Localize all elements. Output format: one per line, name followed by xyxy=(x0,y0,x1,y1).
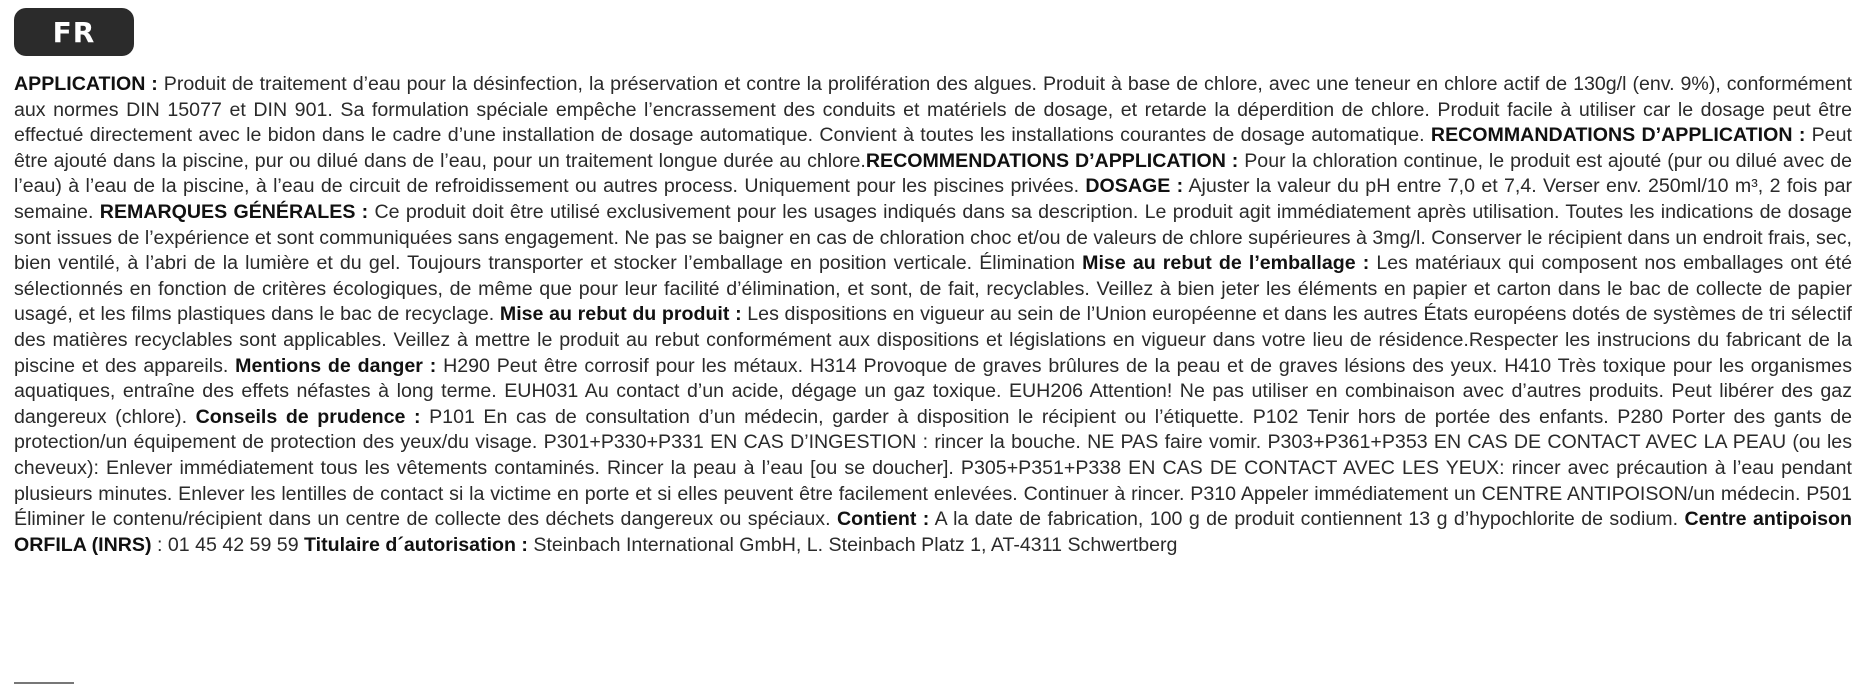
dosage-text: Ajuster la valeur du pH entre 7,0 et 7,4. Verser env. 250ml/10 m³, 2 fois par semaine. xyxy=(14,175,1852,223)
cropped-next-section xyxy=(14,678,104,685)
precautionary-statements-label: Conseils de prudence : xyxy=(195,405,421,428)
recommendations-label: RECOMMANDATIONS D’APPLICATION : xyxy=(1430,124,1806,147)
dosage-label: DOSAGE : xyxy=(1085,175,1184,198)
product-disposal-text: Les dispositions en vigueur au sein de l’Union européenne et dans les autres États européens dotés de systèmes de tri sélectif des matières recyclables sont applicables. Veillez à mettre le produit au rebut conformément aux dispositions et législations en vigueur dans votre lieu de résidence.Respecter les instrucions du fabricant de la piscine et des appareils. xyxy=(14,303,1852,377)
packaging-disposal-label: Mise au rebut de l’emballage : xyxy=(1082,252,1370,275)
hazard-statements-text: H290 Peut être corrosif pour les métaux. H314 Provoque de graves brûlures de la peau et de graves lésions des yeux. H410 Très toxique pour les organismes aquatiques, entraîne des effets néfastes à long terme. EUH031 Au contact d’un acide, dégage un gaz toxique. EUH206 Attention! Ne pas utiliser en combinaison avec d’autres produits. Peut libérer des gaz dangereux (chlore). xyxy=(14,354,1852,428)
language-badge: FR xyxy=(14,8,134,56)
general-remarks-text: Ce produit doit être utilisé exclusivement pour les usages indiqués dans sa description. Le produit agit immédiatement après utilisation. Toutes les indications de dosage sont issues de l’expérience et sont communiquées sans engagement. Ne pas se baigner en cas de chloration choc et/ou de valeurs de chlore supérieures à 3mg/l. Conserver le récipient dans un endroit frais, sec, bien ventilé, à l’abri de la lumière et du gel. Toujours transporter et stocker l’emballage en position verticale. Élimination xyxy=(14,200,1852,275)
authorization-holder-label: Titulaire d´autorisation : xyxy=(304,533,528,556)
general-remarks-label: REMARQUES GÉNÉRALES : xyxy=(99,200,369,223)
application-label: APPLICATION : xyxy=(14,73,158,95)
precautionary-statements-text: P101 En cas de consultation d’un médecin, garder à disposition le récipient ou l’étiquette. P102 Tenir hors de portée des enfants. P280 Porter des gants de protection/un équipement de protection des yeux/du visage. P301+P330+P331 EN CAS D’INGESTION : rincer la bouche. NE PAS faire vomir. P303+P361+P353 EN CAS DE CONTACT AVEC LA PEAU (ou les cheveux): Enlever immédiatement tous les vêtements contaminés. Rincer la peau à l’eau [ou se doucher]. P305+P351+P338 EN CAS DE CONTACT AVEC LES YEUX: rincer avec précaution à l’eau pendant plusieurs minutes. Enlever les lentilles de contact si la victime en porte et si elles peuvent être facilement enlevées. Continuer à rincer. P310 Appeler immédiatement un CENTRE ANTIPOISON/un médecin. P501 Éliminer le contenu/récipient dans un centre de collecte des déchets dangereux ou spéciaux. xyxy=(14,405,1852,531)
packaging-disposal-text: Les matériaux qui composent nos emballages ont été sélectionnés en fonction de critères écologiques, de même que pour leur facilité d’élimination, et sont, de fait, recyclables. Veillez à bien jeter les éléments en papier et carton dans le bac de collecte de papier usagé, et les films plastiques dans le bac de recyclage. xyxy=(14,252,1853,326)
authorization-holder-text: Steinbach International GmbH, L. Steinbach Platz 1, AT-4311 Schwertberg xyxy=(527,533,1178,556)
contains-text: A la date de fabrication, 100 g de produit contiennent 13 g d’hypochlorite de sodium. xyxy=(929,508,1685,531)
poison-center-phone: : 01 45 42 59 59 xyxy=(151,533,305,556)
product-disposal-label: Mise au rebut du produit : xyxy=(499,303,742,326)
recommendations-text-2: Pour la chloration continue, le produit est ajouté (pur ou dilué avec de l’eau) à l’eau de la piscine, à l’eau de circuit de refroidissement ou autres process. Uniquement pour les piscines privées. xyxy=(14,149,1852,198)
recommendations-label-2: RECOMMENDATIONS D’APPLICATION : xyxy=(865,149,1239,172)
label-text-block xyxy=(14,72,1852,558)
application-text: Produit de traitement d’eau pour la désinfection, la préservation et contre la prolifération des algues. Produit à base de chlore, avec une teneur en chlore actif de 130g/l (env. 9%), conformément aux normes DIN 15077 et DIN 901. Sa formulation spéciale empêche l’encrassement des conduits et matériels de dosage, et retarde la déperdition de chlore. Produit facile à utiliser car le dosage peut être effectué directement avec le bidon dans le cadre d’une installation de dosage automatique. Convient à toutes les installations courantes de dosage automatique. xyxy=(14,73,1852,147)
contains-label: Contient : xyxy=(836,508,930,531)
poison-center-label: Centre antipoison ORFILA (INRS) xyxy=(14,508,1852,556)
hazard-statements-label: Mentions de danger : xyxy=(235,354,437,377)
recommendations-text: Peut être ajouté dans la piscine, pur ou dilué dans de l’eau, pour un traitement longue durée au chlore. xyxy=(14,124,1852,172)
